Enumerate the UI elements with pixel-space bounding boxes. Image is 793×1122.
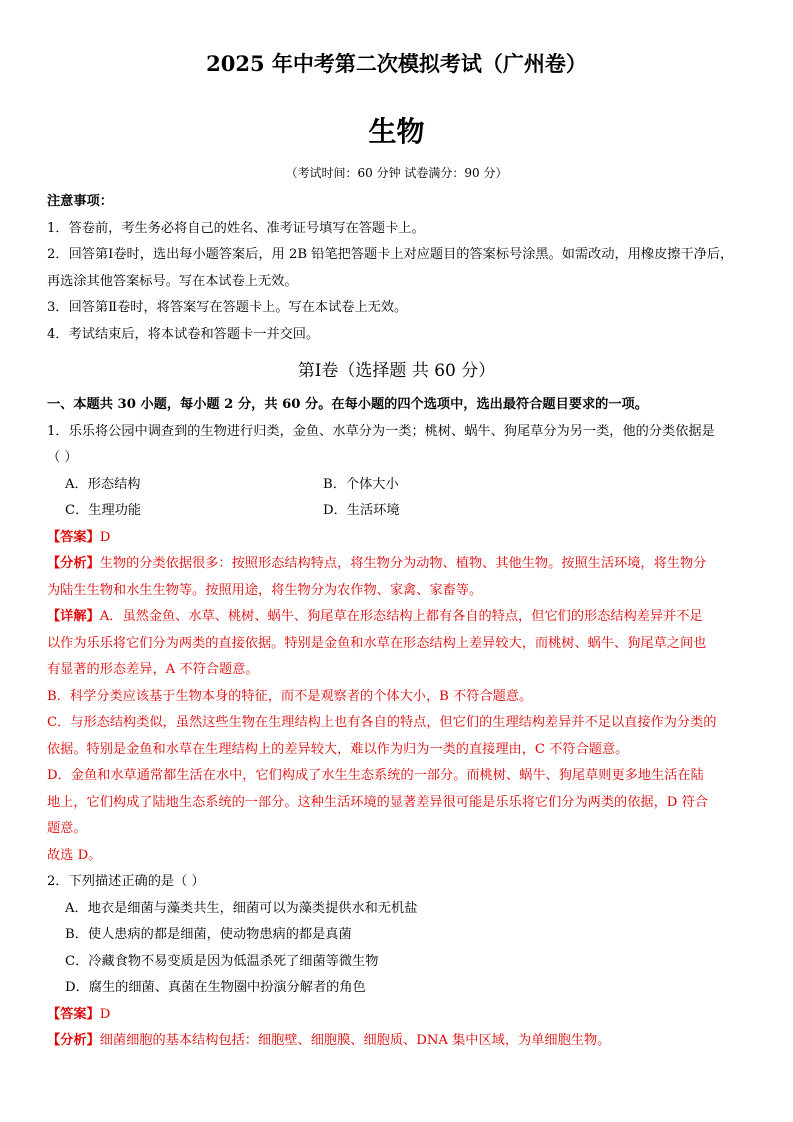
q1-option-d: D．生活环境 — [323, 503, 400, 518]
q2-option-a: A．地衣是细菌与藻类共生，细菌可以为藻类提供水和无机盐 — [65, 900, 418, 916]
q1-option-b: B．个体大小 — [323, 476, 399, 492]
q1-detail: 题意。 — [47, 821, 87, 836]
notes-item: 1．答卷前，考生务必将自己的姓名、准考证号填写在答题卡上。 — [47, 220, 425, 236]
q1-answer — [47, 525, 752, 552]
notes-item: 再选涂其他答案标号。写在本试卷上无效。 — [47, 273, 298, 289]
q1-analysis — [47, 551, 752, 578]
q2-analysis — [47, 1028, 752, 1055]
detail-text: A．虽然金鱼、水草、桃树、蜗牛、狗尾草在形态结构上都有各自的特点，但它们的形态结构差异并不足 — [99, 609, 703, 624]
q2-option-c: C．冷藏食物不易变质是因为低温杀死了细菌等微生物 — [65, 953, 379, 969]
q1-detail: D．金鱼和水草通常都生活在水中，它们构成了水生生态系统的一部分。而桃树、蜗牛、狗尾草则更多地生活在陆 — [47, 768, 704, 783]
section-instruction: 一、本题共 30 小题，每小题 2 分，共 60 分。在每小题的四个选项中，选出最符合题目要求的一项。 — [47, 397, 648, 412]
q2-option-d: D．腐生的细菌、真菌在生物圈中扮演分解者的角色 — [65, 980, 366, 995]
q2-answer — [47, 1002, 752, 1029]
q1-detail: C．与形态结构类似，虽然这些生物在生理结构上也有各自的特点，但它们的生理结构差异并不足以直接作为分类的 — [47, 715, 717, 730]
q2-stem: 2．下列描述正确的是（ ） — [47, 874, 205, 889]
q1-detail: 有显著的形态差异，A 不符合题意。 — [47, 662, 259, 677]
q1-detail — [47, 604, 752, 631]
q1-detail: 地上，它们构成了陆地生态系统的一部分。这种生活环境的显著差异很可能是乐乐将它们分为两类的依据，D 符合 — [47, 794, 708, 810]
subject-title: 生物 — [368, 115, 425, 148]
q1-analysis: 为陆生生物和水生生物等。按照用途，将生物分为农作物、家禽、家畜等。 — [47, 582, 483, 598]
analysis-tag: 【分析】 — [47, 556, 100, 571]
detail-tag: 【详解】 — [47, 609, 100, 624]
analysis-text: 细菌细胞的基本结构包括：细胞壁、细胞膜、细胞质、DNA 集中区域，为单细胞生物。 — [99, 1033, 611, 1048]
q2-option-b: B．使人患病的都是细菌，使动物患病的都是真菌 — [65, 927, 352, 942]
q1-conclusion: 故选 D。 — [47, 847, 102, 863]
notes-item: 3．回答第Ⅱ卷时，将答案写在答题卡上。写在本试卷上无效。 — [47, 300, 408, 315]
analysis-text: 生物的分类依据很多：按照形态结构特点，将生物分为动物、植物、其他生物。按照生活环境，将生物分 — [99, 556, 707, 571]
q1-option-c: C．生理功能 — [65, 503, 142, 518]
notes-heading: 注意事项： — [47, 194, 113, 209]
analysis-tag: 【分析】 — [47, 1033, 100, 1048]
section-title: 第Ⅰ卷（选择题 共 60 分） — [297, 361, 496, 381]
answer-tag: 【答案】 — [47, 1006, 100, 1022]
answer-value: D — [99, 529, 111, 545]
q1-detail: B．科学分类应该基于生物本身的特征，而不是观察者的个体大小，B 不符合题意。 — [47, 688, 533, 704]
q1-options-row — [47, 472, 752, 499]
q1-detail: 以作为乐乐将它们分为两类的直接依据。特别是金鱼和水草在形态结构上差异较大，而桃树、蜗牛、狗尾草之间也 — [47, 635, 707, 651]
notes-item: 2．回答第Ⅰ卷时，选出每小题答案后，用 2B 铅笔把答题卡上对应题目的答案标号涂黑。如需改动，用橡皮擦干净后， — [47, 247, 734, 262]
question-block — [47, 392, 752, 1055]
notes-block — [47, 189, 752, 348]
answer-value: D — [99, 1006, 111, 1022]
notes-item: 4．考试结束后，将本试卷和答题卡一并交回。 — [47, 326, 320, 342]
answer-tag: 【答案】 — [47, 529, 100, 545]
exam-title: 2025 年中考第二次模拟考试（广州卷） — [206, 51, 587, 76]
q1-options-row — [47, 498, 752, 525]
q1-stem: （ ） — [47, 450, 78, 465]
exam-info: （考试时间：60 分钟 试卷满分：90 分） — [285, 166, 508, 180]
q1-detail: 依据。特别是金鱼和水草在生理结构上的差异较大，难以作为归为一类的直接理由，C 不符合题意。 — [47, 741, 629, 757]
q1-stem: 1．乐乐将公园中调查到的生物进行归类，金鱼、水草分为一类；桃树、蜗牛、狗尾草分为另一类，他的分类依据是 — [47, 423, 715, 439]
q1-option-a: A．形态结构 — [65, 476, 141, 492]
